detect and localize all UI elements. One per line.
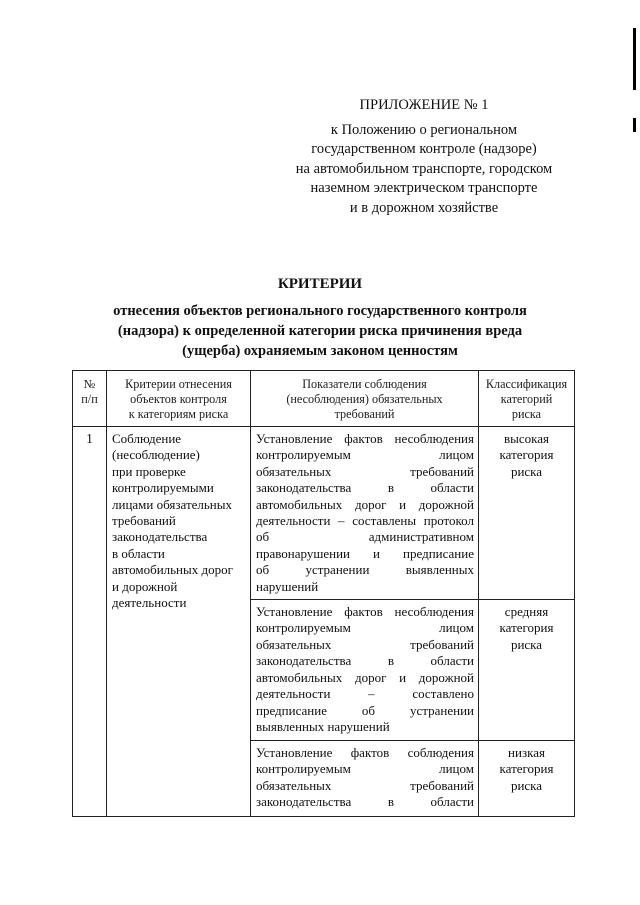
header-classification	[479, 371, 575, 427]
indicator-line: нарушений	[256, 578, 319, 594]
criteria-line: Соблюдение	[112, 431, 182, 446]
criteria-line: законодательства	[112, 529, 208, 545]
criteria-line: в области	[112, 545, 165, 561]
criteria-cell	[107, 427, 251, 817]
appendix-line: на автомобильном транспорте, городском	[295, 160, 553, 177]
risk-class-high	[479, 427, 575, 600]
header-criteria	[107, 371, 251, 427]
indicator-line: обязательных требований	[256, 636, 474, 652]
indicator-line: выявленных нарушений	[256, 718, 390, 734]
indicator-line: Установление фактов несоблюдения	[256, 604, 474, 620]
criteria-line: автомобильных дорог	[112, 562, 233, 578]
header-text: п/п	[81, 392, 98, 406]
criteria-line: требований	[112, 513, 176, 529]
header-text: Классификация	[485, 377, 568, 391]
indicator-line: контролируемым лицом	[256, 447, 474, 463]
header-text: к категориям риска	[128, 407, 229, 421]
header-text: объектов контроля	[130, 392, 227, 406]
table-header-row	[73, 371, 575, 427]
indicator-line: обязательных требований	[256, 463, 474, 479]
class-line: категория	[499, 620, 554, 636]
indicator-line: законодательства в области	[256, 480, 474, 496]
header-text: №	[83, 377, 96, 391]
indicator-line: предписание об устранении	[256, 702, 474, 718]
criteria-table	[72, 370, 575, 817]
header-text: риска	[511, 407, 542, 421]
risk-class-medium	[479, 600, 575, 741]
class-line: категория	[499, 761, 554, 777]
criteria-line: деятельности	[112, 595, 187, 611]
indicator-line: правонарушении и предписание	[256, 545, 474, 561]
header-num	[73, 371, 107, 427]
indicator-line: автомобильных дорог и дорожной	[256, 669, 474, 685]
indicator-line: Установление фактов несоблюдения	[256, 431, 474, 446]
indicator-line: Установление фактов соблюдения	[256, 745, 474, 761]
indicator-line: об устранении выявленных	[256, 562, 474, 578]
indicator-line: контролируемым лицом	[256, 620, 474, 636]
risk-class-low	[479, 741, 575, 817]
indicator-line: законодательства в области	[256, 794, 474, 810]
indicator-cell-medium	[251, 600, 479, 741]
subtitle-line: отнесения объектов регионального государственного контроля	[113, 303, 527, 319]
appendix-title: ПРИЛОЖЕНИЕ № 1	[359, 97, 489, 113]
indicator-line: законодательства в области	[256, 653, 474, 669]
appendix-header	[280, 96, 568, 218]
class-line: риска	[510, 463, 543, 479]
indicator-cell-low	[251, 741, 479, 817]
document-subtitle	[60, 301, 580, 361]
appendix-line: к Положению о региональном	[330, 121, 518, 138]
criteria-line: (несоблюдение)	[112, 447, 200, 463]
header-text: требований	[334, 407, 395, 421]
header-indicators	[251, 371, 479, 427]
document-title: КРИТЕРИИ	[277, 276, 363, 292]
class-line: высокая	[503, 431, 549, 446]
indicator-line: об административном	[256, 529, 474, 545]
appendix-line: наземном электрическом транспорте	[310, 180, 538, 196]
criteria-line: и дорожной	[112, 578, 178, 594]
appendix-line: и в дорожном хозяйстве	[349, 199, 499, 216]
table-row	[73, 427, 575, 600]
class-line: средняя	[504, 604, 549, 620]
criteria-line: контролируемыми	[112, 480, 214, 496]
indicator-line: автомобильных дорог и дорожной	[256, 496, 474, 512]
indicator-line: деятельности – составлено	[256, 686, 474, 702]
indicator-line: обязательных требований	[256, 777, 474, 793]
indicator-line: деятельности – составлены протокол	[256, 513, 474, 529]
header-text: категорий	[500, 392, 553, 406]
appendix-line: государственном контроле (надзоре)	[311, 141, 537, 157]
subtitle-line: (ущерба) охраняемым законом ценностям	[182, 343, 458, 359]
class-line: риска	[510, 777, 543, 793]
scan-edge-mark	[633, 118, 636, 132]
subtitle-line: (надзора) к определенной категории риска причинения вреда	[117, 323, 523, 339]
criteria-line: лицами обязательных	[112, 496, 233, 512]
header-text: Критерии отнесения	[125, 377, 232, 391]
scan-edge-mark	[633, 28, 636, 90]
class-line: риска	[510, 636, 543, 652]
indicator-line: контролируемым лицом	[256, 761, 474, 777]
header-text: (несоблюдения) обязательных	[286, 392, 443, 406]
criteria-line: при проверке	[112, 463, 186, 479]
class-line: категория	[499, 447, 554, 463]
class-line: низкая	[508, 745, 545, 761]
indicator-cell-high	[251, 427, 479, 600]
header-text: Показатели соблюдения	[302, 377, 427, 391]
row-number: 1	[73, 427, 107, 817]
